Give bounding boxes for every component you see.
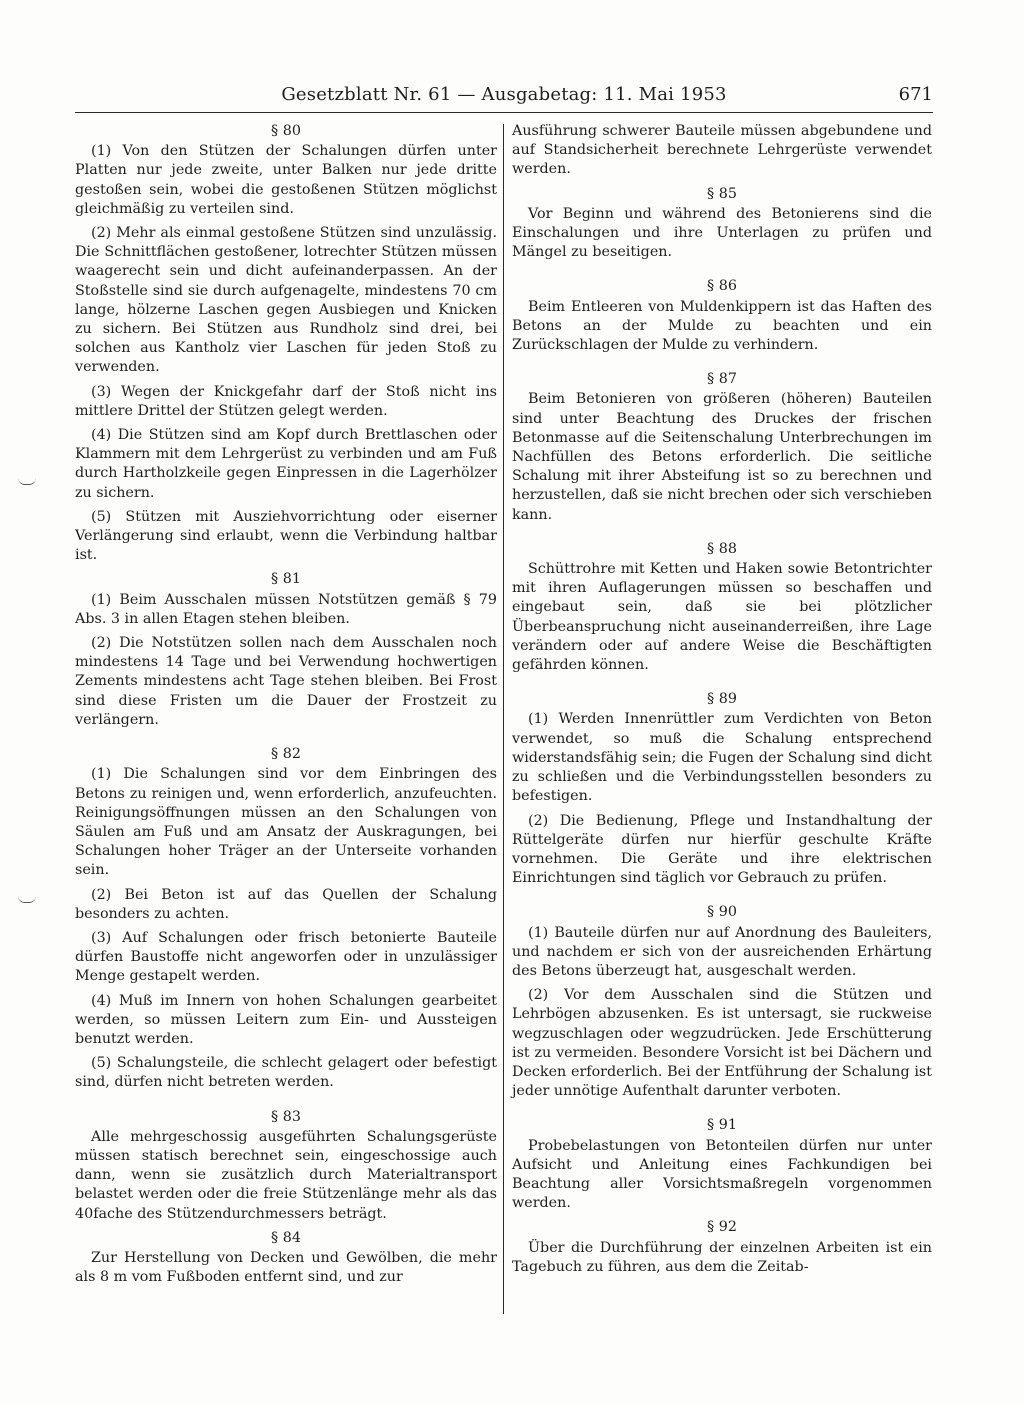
paragraph: Schüttrohre mit Ketten und Haken sowie Betontrichter mit ihren Auflagerungen müssen so beschaffen und eingebaut sein, daß sie bei plötzlicher Überbeanspruchung nicht auseinanderreißen, ihre Lage verändern oder auf andere Weise die Beschäftigten gefährden können. xyxy=(512,561,932,674)
margin-mark xyxy=(18,478,36,485)
paragraph: Alle mehrgeschossig ausgeführten Schalungsgerüste müssen statisch berechnet sein, eingeschossige auch dann, wenn sie zusätzlich durch Materialtransport belastet werden oder die freie Stützenlänge mehr als das 40fache des Stützendurchmessers beträgt. xyxy=(75,1128,497,1222)
paragraph: (4) Die Stützen sind am Kopf durch Brettlaschen oder Klammern mit dem Lehrgerüst zu verbinden und am Fuß durch Hartholzkeile gegen Einpressen in die Lagerhölzer zu sichern. xyxy=(75,427,497,501)
paragraph: Ausführung schwerer Bauteile müssen abgebundene und auf Standsicherheit berechnete Lehrgerüste verwendet werden. xyxy=(512,123,932,178)
section-heading: § 84 xyxy=(271,1229,301,1246)
paragraph: (4) Muß im Innern von hohen Schalungen gearbeitet werden, so müssen Leitern zum Ein- und Aussteigen benutzt werden. xyxy=(75,992,497,1047)
section-heading: § 91 xyxy=(707,1117,737,1134)
paragraph: (3) Wegen der Knickgefahr darf der Stoß nicht ins mittlere Drittel der Stützen gelegt werden. xyxy=(75,383,497,419)
paragraph: (1) Beim Ausschalen müssen Notstützen gemäß § 79 Abs. 3 in allen Etagen stehen bleiben. xyxy=(75,591,497,627)
paragraph: (2) Mehr als einmal gestoßene Stützen sind unzulässig. Die Schnittflächen gestoßener, lotrechter Stützen müssen waagerecht sein und dicht aufeinanderpassen. An der Stoßstelle sind sie durch aufgenagelte, mindestens 70 cm lange, hölzerne Laschen gegen Ausbiegen und Knicken zu sichern. Bei Stützen aus Rundholz sind drei, bei solchen aus Kantholz vier Laschen für jeden Stoß zu verwenden. xyxy=(75,225,497,376)
spacer xyxy=(75,735,497,745)
right-column xyxy=(512,122,932,1282)
paragraph: Beim Entleeren von Muldenkippern ist das Haften des Betons an der Mulde zu beachten und ein Zurückschlagen der Mulde zu verhindern. xyxy=(512,298,932,354)
column-divider xyxy=(503,124,504,1314)
section-heading: § 87 xyxy=(707,371,737,388)
paragraph: (5) Stützen mit Ausziehvorrichtung oder eiserner Verlängerung sind erlaubt, wenn die Verbindung haltbar ist. xyxy=(75,508,497,564)
paragraph: (1) Die Schalungen sind vor dem Einbringen des Betons zu reinigen und, wenn erforderlich, anzufeuchten. Reinigungsöffnungen müssen an den Schalungen von Säulen am Fuß und am Ansatz der Auskragungen, bei Schalungen hoher Träger an der Unterseite vorhanden sein. xyxy=(75,766,497,879)
paragraph: (2) Die Bedienung, Pflege und Instandhaltung der Rüttelgeräte dürfen nur hierfür geschulte Kräfte vornehmen. Die Geräte und ihre elektrischen Einrichtungen sind täglich vor Gebrauch zu prüfen. xyxy=(512,812,932,887)
page-number: 671 xyxy=(898,84,933,105)
page-header xyxy=(75,78,933,113)
spacer xyxy=(512,893,932,903)
paragraph: Beim Betonieren von größeren (höheren) Bauteilen sind unter Beachtung des Druckes der frischen Betonmasse auf die Seitenschalung Unterbrechungen im Nachfüllen des Betons erforderlich. Die seitliche Schalung mit ihrer Absteifung ist so zu berechnen und herzustellen, daß sie nicht brechen oder sich verschieben kann. xyxy=(512,391,932,523)
paragraph: (2) Die Notstützen sollen nach dem Ausschalen noch mindestens 14 Tage und bei Verwendung hochwertigen Zements mindestens acht Tage stehen bleiben. Bei Frost sind diese Fristen um die Dauer der Frostzeit zu verlängern. xyxy=(75,635,497,728)
section-heading: § 83 xyxy=(271,1108,301,1125)
paragraph: Probebelastungen von Betonteilen dürfen nur unter Aufsicht und Anleitung eines Fachkundigen bei Beachtung aller Vorsichtsmaßregeln vorgenommen werden. xyxy=(512,1137,932,1212)
section-heading: § 81 xyxy=(271,571,301,588)
paragraph: (1) Von den Stützen der Schalungen dürfen unter Platten nur jede zweite, unter Balken nur jede dritte gestoßen sein, wobei die gestoßenen Stützen möglichst gleichmäßig zu verteilen sind. xyxy=(75,143,497,217)
section-heading: § 89 xyxy=(707,691,737,708)
paragraph: Zur Herstellung von Decken und Gewölben, die mehr als 8 m vom Fußboden entfernt sind, und zur xyxy=(75,1249,497,1286)
paragraph: (2) Vor dem Ausschalen sind die Stützen und Lehrbögen abzusenken. Es ist untersagt, sie ruckweise wegzuschlagen oder wegzudrücken. Jede Erschütterung ist zu vermeiden. Besondere Vorsicht ist bei Dächern und Decken erforderlich. Bei der Entführung der Schalung ist jeder unnötige Aufenthalt darunter verboten. xyxy=(512,987,932,1100)
left-column xyxy=(75,122,497,1292)
spacer xyxy=(512,680,932,690)
section-heading: § 88 xyxy=(707,540,737,557)
section-heading: § 90 xyxy=(707,904,737,921)
paragraph: (3) Auf Schalungen oder frisch betonierte Bauteile dürfen Baustoffe nicht angeworfen oder in unzulässiger Menge gestapelt werden. xyxy=(75,929,497,985)
paragraph: (1) Werden Innenrüttler zum Verdichten von Beton verwendet, so muß die Schalung entsprechend widerstandsfähig sein; die Fugen der Schalung sind dicht zu schließen und die Verbindungsstellen besonders zu befestigen. xyxy=(512,711,932,805)
section-heading: § 82 xyxy=(271,746,301,763)
paragraph: Vor Beginn und während des Betonierens sind die Einschalungen und ihre Unterlagen zu prüfen und Mängel zu beseitigen. xyxy=(512,205,932,261)
section-heading: § 92 xyxy=(707,1219,737,1236)
section-heading: § 80 xyxy=(271,123,301,139)
paragraph: (1) Bauteile dürfen nur auf Anordnung des Bauleiters, und nachdem er sich von der ausreichenden Erhärtung des Betons überzeugt hat, ausgeschalt werden. xyxy=(512,924,932,979)
margin-mark xyxy=(18,896,36,903)
spacer xyxy=(512,267,932,277)
spacer xyxy=(512,360,932,370)
header-title: Gesetzblatt Nr. 61 — Ausgabetag: 11. Mai 1953 xyxy=(281,84,727,105)
paragraph: (5) Schalungsteile, die schlecht gelagert oder befestigt sind, dürfen nicht betreten werden. xyxy=(75,1055,497,1091)
spacer xyxy=(512,530,932,540)
paragraph: (2) Bei Beton ist auf das Quellen der Schalung besonders zu achten. xyxy=(75,886,497,922)
paragraph: Über die Durchführung der einzelnen Arbeiten ist ein Tagebuch zu führen, aus dem die Zeitab- xyxy=(512,1239,932,1275)
section-heading: § 85 xyxy=(707,185,737,202)
section-heading: § 86 xyxy=(707,278,737,295)
spacer xyxy=(512,1106,932,1116)
spacer xyxy=(75,1098,497,1108)
